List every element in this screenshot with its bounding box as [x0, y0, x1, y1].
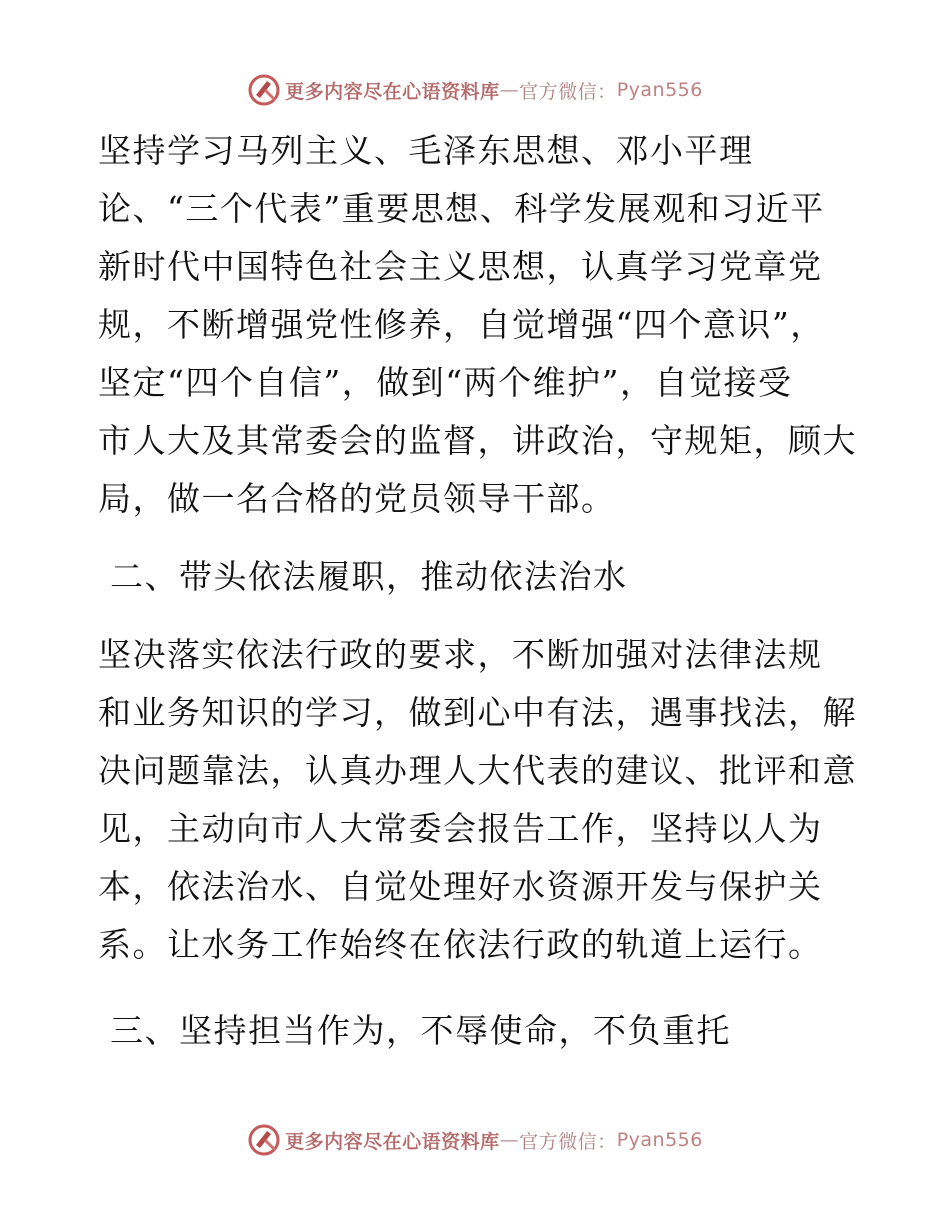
watermark-official-label: 官方微信： — [519, 80, 617, 103]
paragraph-political-study — [98, 122, 858, 528]
footer-watermark — [0, 1120, 950, 1160]
text-line: 坚决落实依法行政的要求，不断加强对法律法规 — [98, 635, 823, 674]
text-line: 本，依法治水、自觉处理好水资源开发与保护关 — [98, 867, 823, 906]
text-line: 坚定“四个自信”，做到“两个维护”，自觉接受 — [98, 363, 793, 402]
section-heading-2: 二、带头依法履职，推动依法治水 — [110, 557, 628, 596]
watermark-wechat-id: Pyan556 — [616, 79, 703, 101]
text-line: 坚持学习马列主义、毛泽东思想、邓小平理 — [98, 131, 754, 170]
watermark-wechat-id: Pyan556 — [616, 1129, 703, 1151]
section-heading-3: 三、坚持担当作为，不辱使命，不负重托 — [110, 1011, 731, 1050]
watermark-brand-text: 更多内容尽在心语资料库 — [285, 80, 500, 103]
text-line: 论、“三个代表”重要思想、科学发展观和习近平 — [98, 189, 825, 228]
watermark-dash: — — [499, 79, 520, 101]
brand-logo-icon — [247, 1123, 281, 1157]
text-line: 新时代中国特色社会主义思想，认真学习党章党 — [98, 247, 823, 286]
text-line: 决问题靠法，认真办理人大代表的建议、批评和意 — [98, 751, 857, 790]
document-body — [98, 122, 858, 1060]
brand-logo-icon — [247, 73, 281, 107]
text-line: 和业务知识的学习，做到心中有法，遇事找法，解 — [98, 693, 857, 732]
text-line: 规，不断增强党性修养，自觉增强“四个意识”， — [98, 305, 825, 344]
text-line: 局，做一名合格的党员领导干部。 — [98, 479, 616, 518]
watermark-official-label: 官方微信： — [519, 1130, 617, 1153]
watermark-brand-text: 更多内容尽在心语资料库 — [285, 1130, 500, 1153]
header-watermark — [0, 70, 950, 110]
text-line: 市人大及其常委会的监督，讲政治，守规矩，顾大 — [98, 421, 857, 460]
text-line: 见，主动向市人大常委会报告工作，坚持以人为 — [98, 809, 823, 848]
watermark-dash: — — [499, 1129, 520, 1151]
text-line: 系。让水务工作始终在依法行政的轨道上运行。 — [98, 925, 823, 964]
paragraph-rule-of-law — [98, 626, 858, 974]
